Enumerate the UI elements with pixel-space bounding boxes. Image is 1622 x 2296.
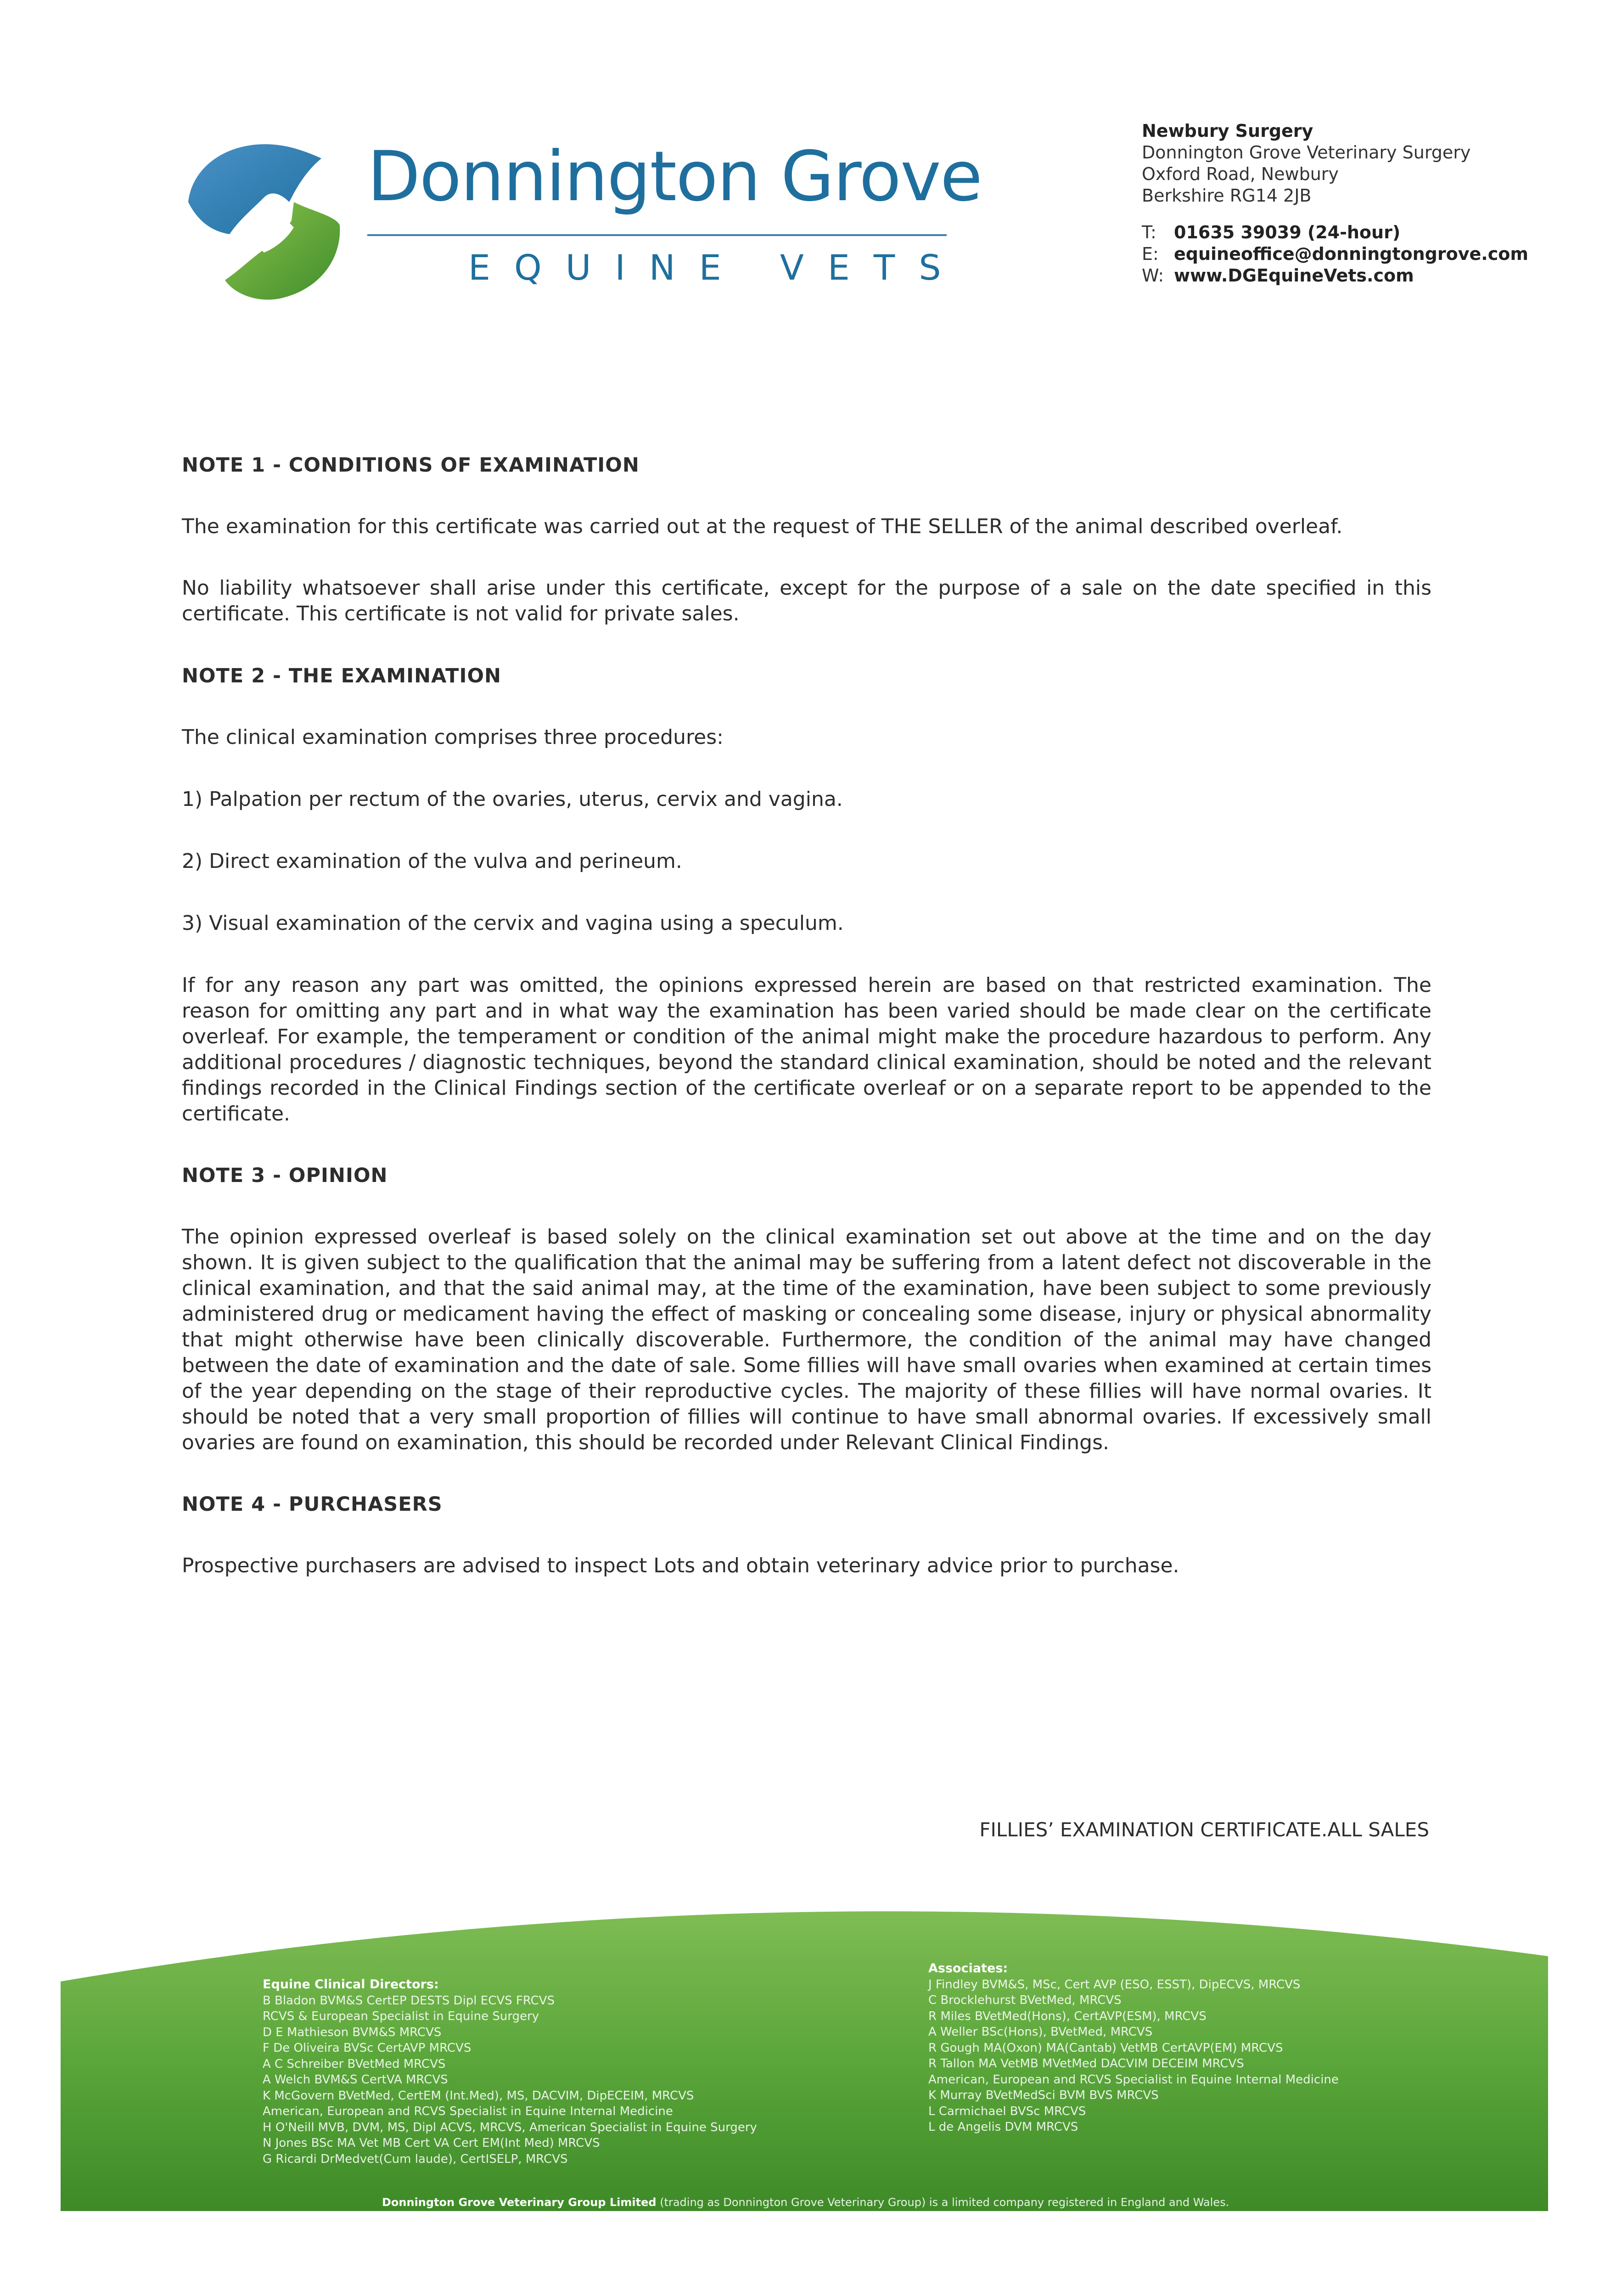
phone-row	[1142, 222, 1601, 243]
address-line: Berkshire RG14 2JB	[1142, 186, 1312, 206]
note-3-paragraph: The opinion expressed overleaf is based solely on the clinical examination set out above at the time and on the day shown. It is given subject to the qualification that the animal may be suffering from a latent defect not discoverable in the clinical examination, and that the said animal may, at the time of the examination, have been subject to some previously administered drug or medicament having the effect of masking or concealing some disease, injury or physical abnormality that might otherwise have been clinically discoverable. Furthermore, the condition of the animal may have changed between the date of examination and the date of sale. Some fillies will have small ovaries when examined at certain times of the year depending on the stage of their reproductive cycles. The majority of these fillies will have normal ovaries. It should be noted that a very small proportion of fillies will continue to have small abnormal ovaries. If excessively small ovaries are found on examination, this should be recorded under Relevant Clinical Findings.	[182, 1225, 1431, 1454]
email-label: E:	[1142, 244, 1159, 264]
note-1-paragraph: The examination for this certificate was carried out at the request of THE SELLER of the animal described overleaf.	[182, 515, 1343, 538]
director-line: A Welch BVM&S CertVA MRCVS	[263, 2073, 448, 2087]
director-line: G Ricardi DrMedvet(Cum laude), CertISELP, MRCVS	[263, 2152, 568, 2166]
associate-line: R Tallon MA VetMB MVetMed DACVIM DECEIM MRCVS	[928, 2057, 1244, 2071]
brand-name: Donnington Grove	[367, 137, 982, 217]
procedure-item: 2) Direct examination of the vulva and perineum.	[182, 850, 682, 873]
directors-heading: Equine Clinical Directors:	[263, 1977, 439, 1992]
surgery-name: Newbury Surgery	[1142, 121, 1313, 141]
director-line: RCVS & European Specialist in Equine Surgery	[263, 2009, 539, 2023]
company-registration	[382, 2196, 1229, 2209]
director-line: K McGovern BVetMed, CertEM (Int.Med), MS, DACVIM, DipECEIM, MRCVS	[263, 2088, 694, 2103]
email-row	[1142, 243, 1601, 265]
note-1-paragraph: No liability whatsoever shall arise under this certificate, except for the purpose of a sale on the date specified in this certificate. This certificate is not valid for private sales.	[182, 576, 1431, 625]
certificate-title: FILLIES’ EXAMINATION CERTIFICATE.ALL SALES	[979, 1818, 1429, 1841]
associate-line: R Miles BVetMed(Hons), CertAVP(ESM), MRCVS	[928, 2009, 1207, 2023]
director-line: B Bladon BVM&S CertEP DESTS Dipl ECVS FRCVS	[263, 1993, 555, 2008]
note-2-heading: NOTE 2 - THE EXAMINATION	[182, 664, 501, 687]
director-line: H O'Neill MVB, DVM, MS, Dipl ACVS, MRCVS, American Specialist in Equine Surgery	[263, 2120, 757, 2134]
procedure-item: 3) Visual examination of the cervix and vagina using a speculum.	[182, 912, 844, 935]
phone-value: 01635 39039 (24-hour)	[1174, 222, 1401, 242]
director-line: D E Mathieson BVM&S MRCVS	[263, 2025, 442, 2039]
associates-list	[928, 1961, 1339, 2135]
note-4-heading: NOTE 4 - PURCHASERS	[182, 1493, 443, 1516]
associates-heading: Associates:	[928, 1961, 1008, 1975]
director-line: F De Oliveira BVSc CertAVP MRCVS	[263, 2041, 471, 2055]
web-row	[1142, 265, 1601, 287]
associate-line: K Murray BVetMedSci BVM BVS MRCVS	[928, 2088, 1159, 2102]
note-2-intro: The clinical examination comprises three procedures:	[182, 726, 724, 749]
associate-line: J Findley BVM&S, MSc, Cert AVP (ESO, ESST), DipECVS, MRCVS	[928, 1977, 1301, 1992]
director-line: A C Schreiber BVetMed MRCVS	[263, 2057, 446, 2071]
notes-body	[182, 452, 1431, 1579]
associate-line: American, European and RCVS Specialist in Equine Internal Medicine	[928, 2072, 1339, 2087]
email-link[interactable]: equineoffice@donningtongrove.com	[1174, 244, 1528, 264]
note-1-heading: NOTE 1 - CONDITIONS OF EXAMINATION	[182, 454, 640, 477]
contact-block	[1142, 120, 1601, 287]
associate-line: R Gough MA(Oxon) MA(Cantab) VetMB CertAVP(EM) MRCVS	[928, 2041, 1283, 2055]
associate-line: L Carmichael BVSc MRCVS	[928, 2104, 1086, 2118]
company-registration-text: (trading as Donnington Grove Veterinary Group) is a limited company registered in England and Wales.	[656, 2196, 1229, 2209]
director-line: American, European and RCVS Specialist in Equine Internal Medicine	[263, 2105, 673, 2118]
note-3-heading: NOTE 3 - OPINION	[182, 1164, 388, 1187]
brand-subtitle: EQUINE VETS	[468, 247, 965, 288]
address-line: Oxford Road, Newbury	[1142, 164, 1339, 184]
brand-divider	[367, 234, 947, 236]
address-line: Donnington Grove Veterinary Surgery	[1142, 142, 1471, 163]
phone-label: T:	[1142, 222, 1156, 242]
procedure-item: 1) Palpation per rectum of the ovaries, uterus, cervix and vagina.	[182, 788, 843, 811]
company-name: Donnington Grove Veterinary Group Limited	[382, 2196, 657, 2209]
associate-line: C Brocklehurst BVetMed, MRCVS	[928, 1993, 1122, 2007]
note-4-paragraph: Prospective purchasers are advised to inspect Lots and obtain veterinary advice prior to purchase.	[182, 1554, 1179, 1577]
note-2-paragraph: If for any reason any part was omitted, the opinions expressed herein are based on that restricted examination. The reason for omitting any part and in what way the examination has been varied should be made clear on the certificate overleaf. For example, the temperament or condition of the animal might make the procedure hazardous to perform. Any additional procedures / diagnostic techniques, beyond the standard clinical examination, should be noted and the relevant findings recorded in the Clinical Findings section of the certificate overleaf or on a separate report to be appended to the certificate.	[182, 974, 1431, 1125]
website-link[interactable]: www.DGEquineVets.com	[1174, 265, 1414, 286]
director-line: N Jones BSc MA Vet MB Cert VA Cert EM(Int Med) MRCVS	[263, 2136, 600, 2150]
associate-line: A Weller BSc(Hons), BVetMed, MRCVS	[928, 2025, 1153, 2039]
footer-content	[61, 1906, 1548, 2218]
associate-line: L de Angelis DVM MRCVS	[928, 2120, 1078, 2134]
directors-list	[263, 1977, 757, 2167]
web-label: W:	[1142, 265, 1164, 286]
horse-head-logo	[184, 133, 354, 303]
